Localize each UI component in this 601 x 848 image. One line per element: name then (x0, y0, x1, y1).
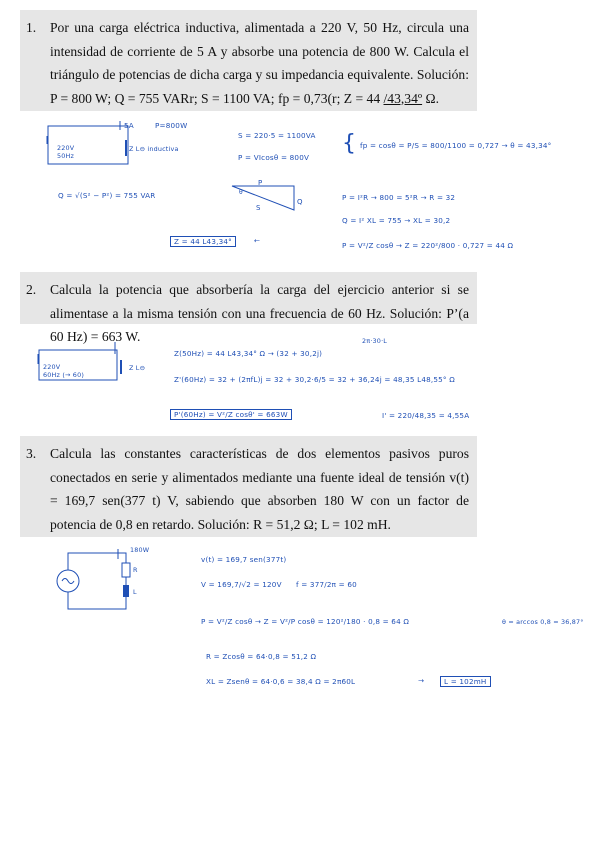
n3-l: L (133, 588, 137, 596)
n1-r-line: P = I²R → 800 = 5²R → R = 32 (342, 193, 456, 202)
power-triangle (222, 178, 312, 224)
n2-z50: Z(50Hz) = 44 L43,34° Ω → (32 + 30,2j) (174, 349, 323, 358)
problem-3 (20, 436, 477, 537)
n1-z-line: P = V²/Z cosθ → Z = 220²/800 · 0,727 = 44 Ω (342, 241, 514, 250)
problem-text: Por una carga eléctrica inductiva, alimentada a 220 V, 50 Hz, circula una intensidad de corriente de 5 A y absorbe una potencia de 800 W. Calcula el triángulo de potencias de dicha carga y su impedancia equivalente. Solución: P = 800 W; Q = 755 VARr; S = 1100 VA; fp = 0,73(r; Z = 44 /43,34º Ω. (50, 20, 469, 106)
n2-z60: Z'(60Hz) = 32 + (2πfL)j = 32 + 30,2·6/5 = 32 + 36,24j = 48,35 L48,55° Ω (174, 375, 455, 384)
n2-load: Z L⊖ (129, 364, 146, 372)
problem-text: Calcula la potencia que absorbería la carga del ejercicio anterior si se alimentase a la misma tensión con una frecuencia de 60 Hz. Solución: P’(a 60 Hz) = 663 W. (50, 282, 469, 344)
n1-source: 220V (57, 144, 75, 152)
angle-value: /43,34º (383, 90, 423, 106)
n1-z-box: Z = 44 L43,34° (170, 236, 236, 247)
n1-q-line: Q = √(S² − P²) = 755 VAR (58, 191, 156, 200)
tri-q: Q (297, 198, 303, 206)
n3-vt: v(t) = 169,7 sen(377t) (201, 555, 287, 564)
n1-load: Z L⊖ inductiva (129, 145, 179, 153)
n2-top-note: 2π·30·L (362, 337, 388, 345)
n1-power: P=800W (155, 121, 188, 130)
problem-number: 3. (26, 446, 37, 461)
n1-current: 5A (124, 121, 134, 130)
problem-1 (20, 10, 477, 111)
brace: { (342, 131, 357, 156)
circuit-3 (50, 547, 160, 617)
arrow-right: → (418, 676, 425, 685)
n3-z-line: P = V²/Z cosθ → Z = V²/P cosθ = 120²/180 · 0,8 = 64 Ω (201, 617, 410, 626)
tri-s: S (256, 204, 261, 212)
inductor-symbol (123, 585, 129, 597)
n3-l-box: L = 102mH (440, 676, 491, 687)
tri-p: P (258, 179, 263, 187)
problem-number: 1. (26, 20, 37, 35)
resistor-symbol (122, 563, 130, 577)
problem-text: Calcula las constantes características de dos elementos pasivos puros conectados en serie y alimentados mediante una fuente ideal de tensión v(t) = 169,7 sen(377 t) V, sabiendo que absorben 180 W con un factor de potencia de 0,8 en retardo. Solución: R = 51,2 Ω; L = 102 mH. (50, 446, 469, 532)
problem-number: 2. (26, 282, 37, 297)
n3-xl-line: XL = Zsenθ = 64·0,6 = 38,4 Ω = 2π60L (206, 677, 356, 686)
n3-power: 180W (130, 546, 150, 554)
n1-cos-line: fp = cosθ = P/S = 800/1100 = 0,727 → θ = 43,34° (360, 141, 552, 150)
n2-freq: 60Hz (→ 60) (43, 371, 85, 379)
n3-v-line: V = 169,7/√2 = 120V (201, 580, 282, 589)
n2-source: 220V (43, 363, 61, 371)
n3-r-line: R = Zcosθ = 64·0,8 = 51,2 Ω (206, 652, 317, 661)
n1-s-line: S = 220·5 = 1100VA (238, 131, 316, 140)
n1-x-line: Q = I² XL = 755 → XL = 30,2 (342, 216, 451, 225)
n2-i-line: I' = 220/48,35 = 4,55A (382, 411, 470, 420)
tri-theta: θ (239, 189, 243, 196)
n1-freq: 50Hz (57, 152, 75, 160)
n1-p-line: P = VIcosθ = 800V (238, 153, 310, 162)
n2-p-box: P'(60Hz) = V²/Z cosθ' = 663W (170, 409, 292, 420)
n3-r: R (133, 566, 138, 574)
arrow-left: ← (254, 236, 261, 245)
n3-theta-line: θ = arccos 0,8 = 36,87° (502, 618, 584, 626)
n3-f-line: f = 377/2π = 60 (296, 580, 357, 589)
